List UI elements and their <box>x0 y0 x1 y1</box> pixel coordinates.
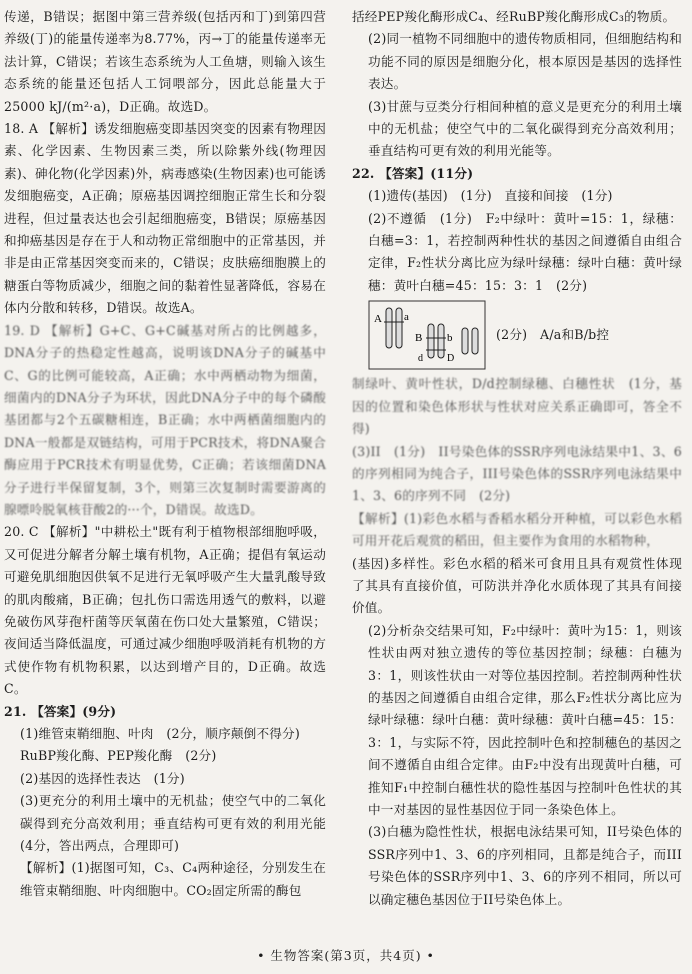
paragraph: (3)II (1分) II号染色体的SSR序列电泳结果中1、3、6的序列相同为纯合子，III号染色体的SSR序列电泳结果中1、3、6的序列不同 (2分) <box>352 443 682 504</box>
paragraph: 【解析】(1)彩色水稻与香稻水稻分开种植，可以彩色水稻可用开花后观赏的稻田，但主要作为食用的水稻物种， <box>352 510 682 549</box>
right-top-text <box>352 6 682 297</box>
paragraph: (2)分析杂交结果可知，F₂中绿叶：黄叶为15：1，则该性状由两对独立遗传的等位基因控制；绿穗：白穗为3：1，则该性状由一对等位基因控制。若控制两种性状的基因之间遵循自由组合定律，那么F₂性状分离比应为绿叶绿穗：绿叶白穗：黄叶绿穗：黄叶白穗=45：15：3：1，与实际不符，因此控制叶色和控制穗色的基因之间不遵循自由组合定律。由F₂中没有出现黄叶白穗，可推知F₁中控制白穗性状的隐性基因与控制叶色性状的其中一对基因的显性基因位于同一条染色体上。 <box>368 622 682 817</box>
paragraph: (3)更充分的利用土壤中的无机盐；使空气中的二氧化碳得到充分高效利用；垂直结构可更有效的利用光能(4分，答出两点，合理即可) <box>20 793 326 854</box>
right-blurred-text <box>352 373 682 552</box>
paragraph: (3)甘蔗与豆类分行相间种植的意义是更充分的利用土壤中的无机盐；使空气中的二氧化碳得到充分高效利用；垂直结构可更有效的利用光能等。 <box>368 98 682 159</box>
paragraph: (2)不遵循 (1分) F₂中绿叶：黄叶=15：1，绿穗：白穗=3：1，若控制两种性状的基因之间遵循自由组合定律，F₂性状分离比应为绿叶绿穗：绿叶白穗：黄叶绿穗：黄叶白穗=45：15：3：1 (2分) <box>368 210 682 293</box>
page-footer: • 生物答案(第3页，共4页) • <box>257 948 435 963</box>
paragraph: (2)同一植物不同细胞中的遗传物质相同，但细胞结构和功能不同的原因是细胞分化，根本原因是基因的选择性表达。 <box>368 31 682 92</box>
paragraph: 21. 【答案】(9分) <box>4 703 117 719</box>
chromosome-pair-bb <box>415 324 454 364</box>
paragraph: 制绿叶、黄叶性状，D/d控制绿穗、白穗性状 (1分，基因的位置和染色体形状与性状对应关系正确即可，答全不得) <box>352 376 682 437</box>
paragraph: (2)基因的选择性表达 (1分) <box>20 770 185 786</box>
right-column <box>352 6 682 911</box>
gene-label-b: b <box>447 332 453 345</box>
paragraph: (1)维管束鞘细胞、叶肉 (2分，顺序颠倒不得分) <box>20 726 300 741</box>
gene-label-A: A <box>374 313 383 326</box>
right-bottom-text <box>352 553 682 912</box>
figure-caption: (2分) A/a和B/b控 <box>496 327 610 343</box>
gene-label-B: B <box>415 332 423 345</box>
gene-label-a: a <box>404 311 410 324</box>
paragraph: (基因)多样性。彩色水稻的稻米可食用且具有观赏性体现了其具有直接价值，可防洪并净化水质体现了其具有间接价值。 <box>352 555 682 616</box>
paragraph: (3)白穗为隐性性状，根据电泳结果可知，II号染色体的SSR序列中1、3、6的序列相同，且都是纯合子，而III号染色体的SSR序列中1、3、6的序列不相同，所以可以确定穗色基因位于II号染色体上。 <box>368 824 682 907</box>
paragraph: (1)遗传(基因) (1分) 直接和间接 (1分) <box>368 188 613 204</box>
chromosome-figure <box>368 299 682 371</box>
paragraph: RuBP羧化酶、PEP羧化酶 (2分) <box>20 748 217 764</box>
gene-label-d: d <box>418 353 424 365</box>
paragraph: 括经PEP羧化酶形成C₄、经RuBP羧化酶形成C₃的物质。 <box>352 9 676 24</box>
chromosome-pair-other <box>462 328 478 354</box>
paragraph: 19. D 【解析】G+C、G+C碱基对所占的比例越多，DNA分子的热稳定性越高，说明该DNA分子的碱基中C、G的比例可能较高，A正确；水中两栖动物为细菌，细菌内的DNA分子为环状，因此DNA分子中的每个磷酸基团都与2个五碳糖相连，B正确；水中两栖菌细胞内的DNA一般都是双链结构，可用于PCR技术，将DNA聚合酶应用于PCR技术有明显优势，C正确；若该细菌DNA分子进行半保留复制，3个，则第三次复制时需要游离的腺嘌呤脱氧核苷酸2的···个，D错误。故选D。 <box>4 322 326 517</box>
gene-label-D: D <box>447 353 455 365</box>
chromosome-diagram <box>368 300 486 370</box>
paragraph: 18. A 【解析】诱发细胞癌变即基因突变的因素有物理因素、化学因素、生物因素三类，所以除紫外线(物理因素)、砷化物(化学因素)外，病毒感染(生物因素)也可能诱发细胞癌变，A正确；原癌基因调控细胞正常生长和分裂进程，但过量表达也会引起细胞癌变，B错误；原癌基因和抑癌基因是存在于人和动物正常细胞中的正常基因，并非是由正常基因突变而来的，C错误；皮肤癌细胞膜上的糖蛋白等物质减少，细胞之间的黏着性显著降低，容易在体内分散和转移，D错误。故选A。 <box>4 121 326 316</box>
chromosome-pair-aa <box>374 308 409 348</box>
left-column <box>4 6 326 902</box>
paragraph: 【解析】(1)据图可知，C₃、C₄两种途径，分别发生在维管束鞘细胞、叶肉细胞中。CO₂固定所需的酶包 <box>20 860 326 898</box>
paragraph: 22. 【答案】(11分) <box>352 165 474 181</box>
paragraph: 传递，B错误；据图中第三营养级(包括丙和丁)到第四营养级(丁)的能量传递率为8.77%，丙→丁的能量传递率无法计算，C错误；若该生态系统为人工鱼塘，则输入该生态系统的能量还包括人工饲喂部分，因此总能量大于25000 kJ/(m²·a)，D正确。故选D。 <box>4 9 326 114</box>
paragraph: 20. C 【解析】"中耕松土"既有利于植物根部细胞呼吸，又可促进分解者分解土壤有机物，A正确；提倡有氧运动可避免肌细胞因供氧不足进行无氧呼吸产生大量乳酸导致的肌肉酸痛，B正确；包扎伤口需选用透气的敷料，以避免破伤风芽孢杆菌等厌氧菌在伤口处大量繁殖，C错误；夜间适当降低温度，可通过减少细胞呼吸消耗有机物的方式使作物有机物积累，以达到增产目的，D正确。故选C。 <box>4 524 326 697</box>
